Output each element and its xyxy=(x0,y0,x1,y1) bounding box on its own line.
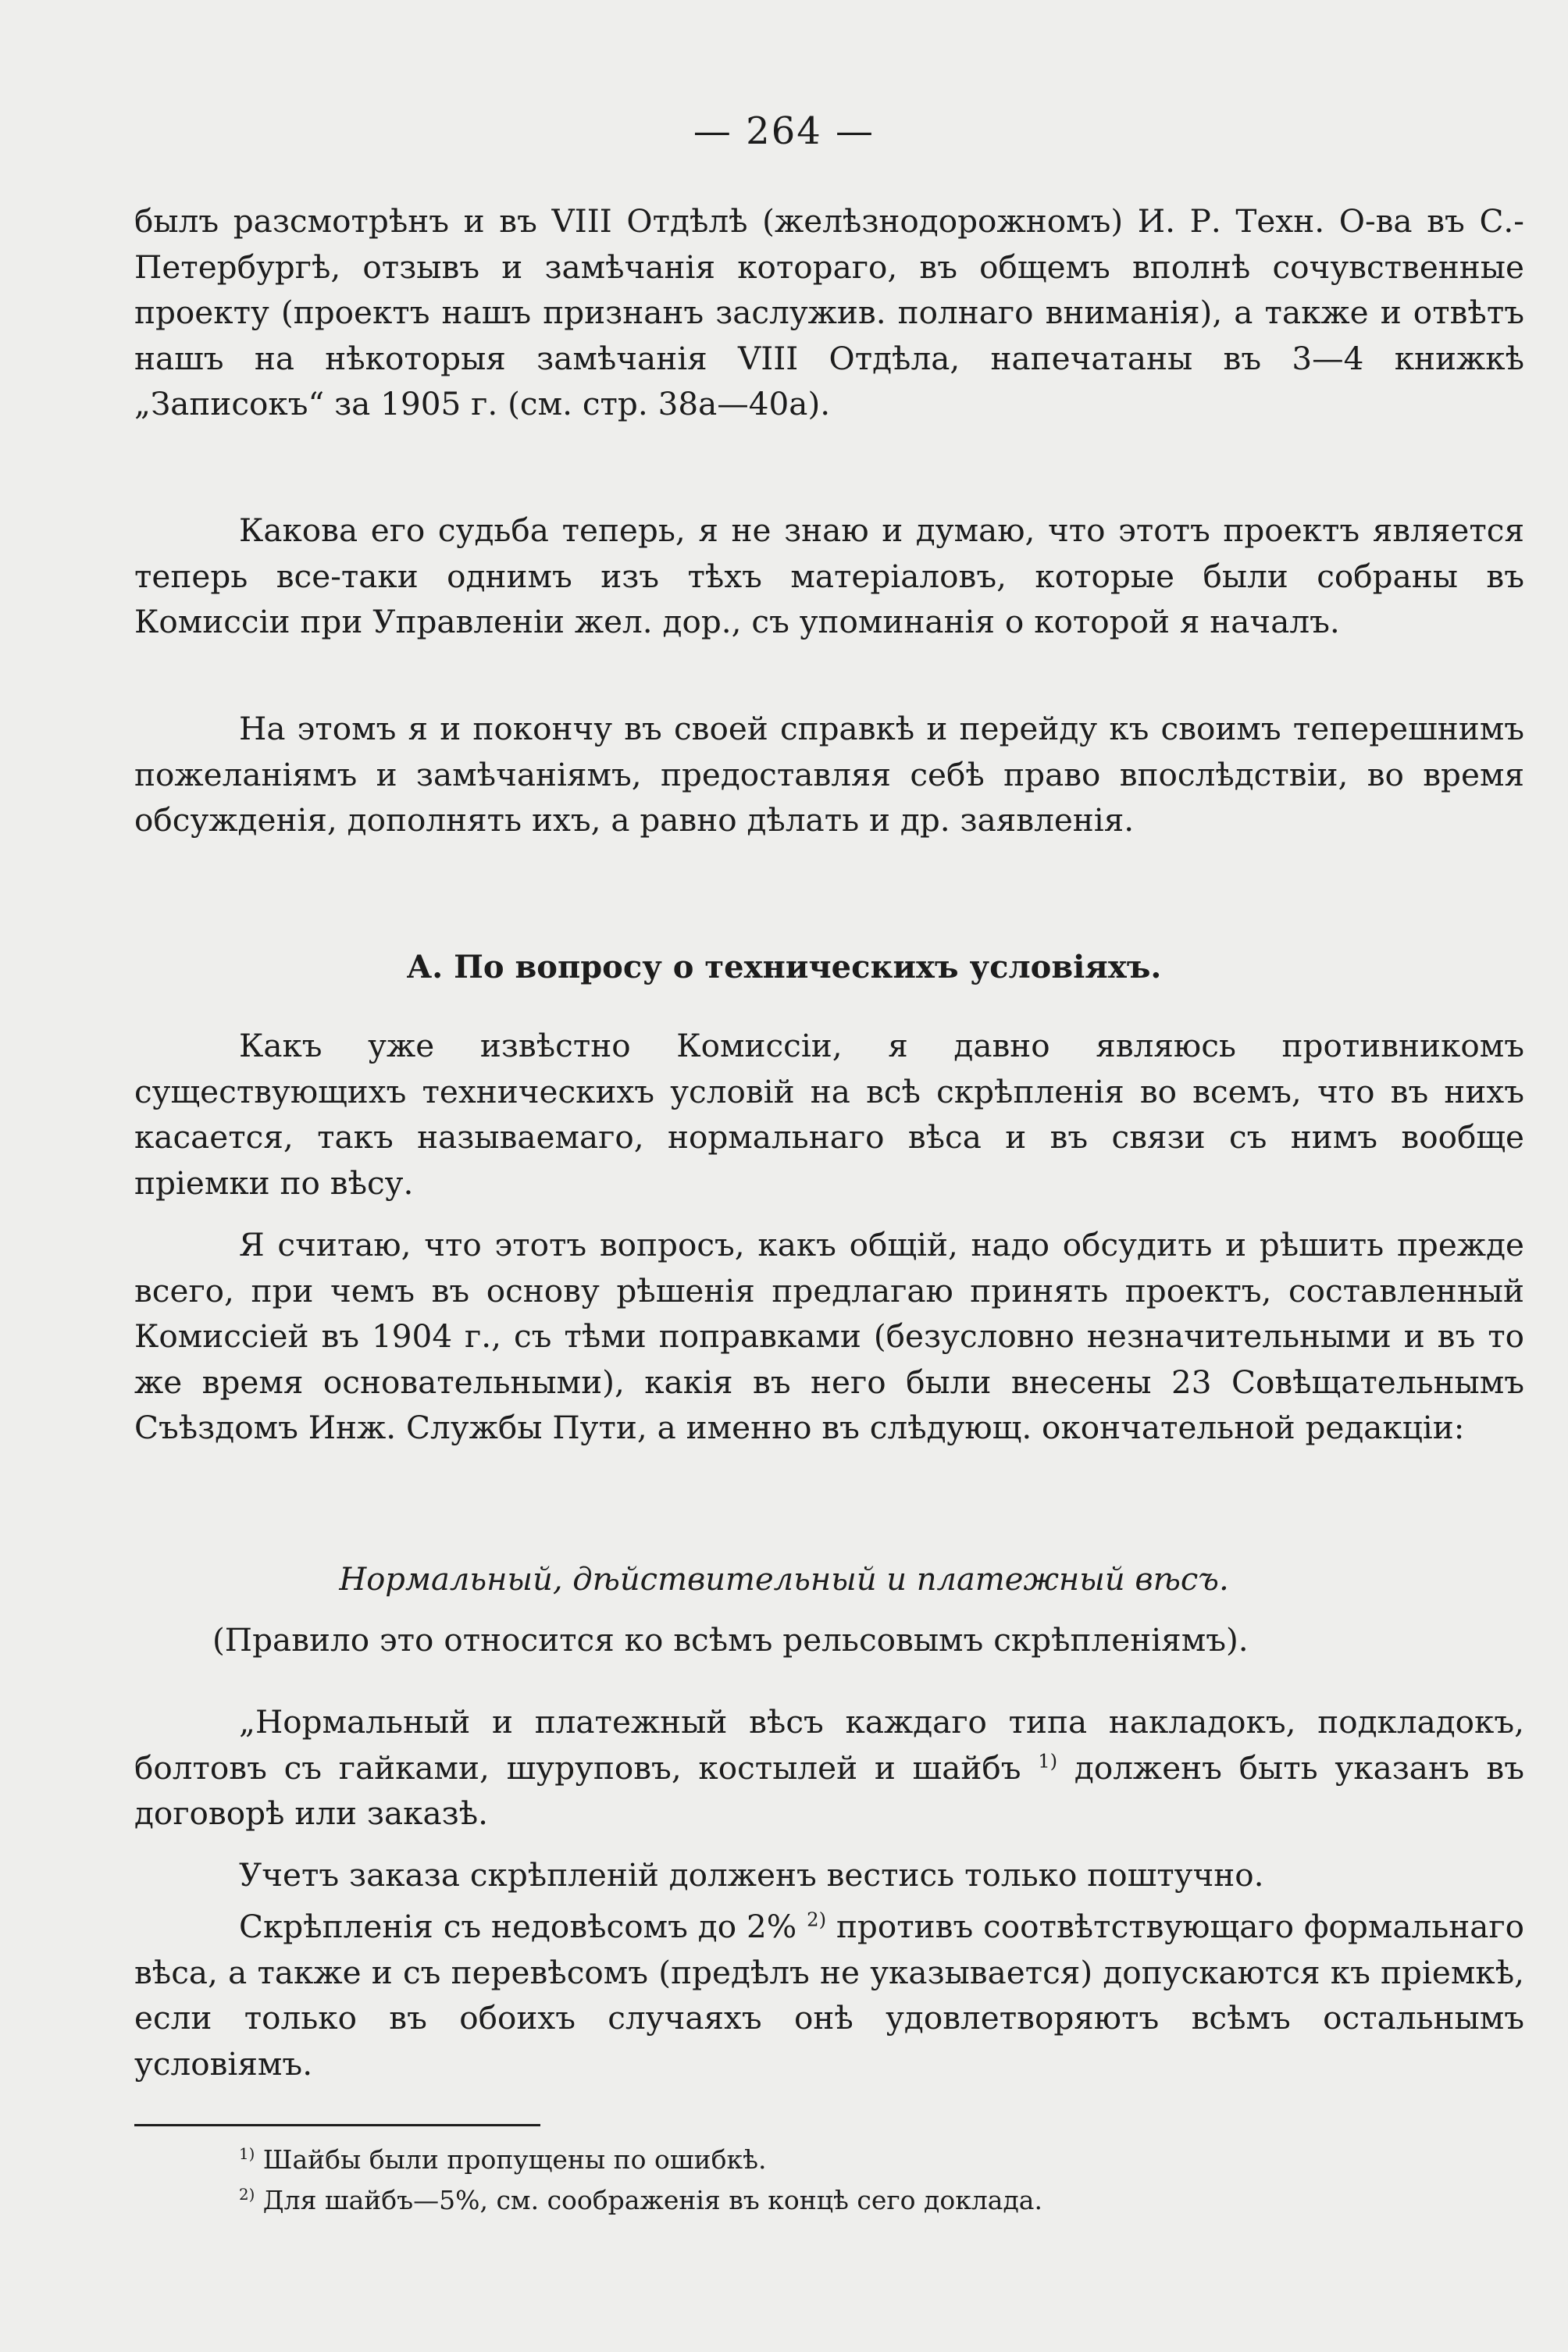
paragraph xyxy=(134,706,1524,843)
footnote-mark: 2) xyxy=(239,2186,255,2204)
paragraph-text-main: Скрѣпленія съ недовѣсомъ до 2% xyxy=(239,1908,797,1945)
paragraph-text-rest: противъ соотвѣтствующаго формальнаго вѣса, а также и съ перевѣсомъ (предѣлъ не указывается) допускаются къ пріемкѣ, если только въ обоихъ случаяхъ онѣ удовлетворяютъ всѣмъ остальнымъ условіямъ. xyxy=(134,1908,1525,2083)
footnote-text: Для шайбъ—5%, см. соображенія въ концѣ сего доклада. xyxy=(255,2185,1042,2215)
footnote-divider xyxy=(134,2124,540,2126)
footnote-text: Шайбы были пропущены по ошибкѣ. xyxy=(255,2144,767,2175)
footnote-1 xyxy=(239,2140,1042,2180)
footnote-ref: 2) xyxy=(807,1908,827,1931)
paragraph-text xyxy=(134,1699,1524,1837)
paragraph xyxy=(134,1023,1524,1206)
paragraph xyxy=(134,508,1524,645)
footnote-ref: 1) xyxy=(1038,1748,1058,1772)
paragraph-text: Какъ уже извѣстно Комиссіи, я давно являюсь противникомъ существующихъ техническихъ условій на всѣ скрѣпленія во всемъ, что въ нихъ касается, такъ называемаго, нормальнаго вѣса и въ связи съ нимъ вообще пріемки по вѣсу. xyxy=(134,1027,1524,1202)
footnote-mark: 1) xyxy=(239,2145,255,2164)
footnotes xyxy=(239,2140,1042,2221)
paragraph-text: Я считаю, что этотъ вопросъ, какъ общій, надо обсудить и рѣшить прежде всего, при чемъ въ основу рѣшенія предлагаю принять проектъ, составленный Комиссіей въ 1904 г., съ тѣми поправками (безусловно незначительными и въ то же время основательными), какія въ него были внесены 23 Совѣщательнымъ Съѣздомъ Инж. Службы Пути, а именно въ слѣдующ. окончательной редакціи: xyxy=(134,1226,1524,1446)
footnote-2 xyxy=(239,2180,1042,2221)
rule-note: (Правило это относится ко всѣмъ рельсовымъ скрѣпленіямъ). xyxy=(212,1621,1249,1659)
paragraph-text: Учетъ заказа скрѣпленій долженъ вестись только поштучно. xyxy=(239,1856,1264,1894)
section-heading: А. По вопросу о техническихъ условіяхъ. xyxy=(406,949,1162,985)
paragraph-text: былъ разсмотрѣнъ и въ VIII Отдѣлѣ (желѣзнодорожномъ) И. Р. Техн. О-ва въ С.-Петербургѣ, отзывъ и замѣчанія котораго, въ общемъ вполнѣ сочувственные проекту (проектъ нашъ признанъ заслужив. полнаго вниманія), а также и отвѣтъ нашъ на нѣкоторыя замѣчанія VIII Отдѣла, напечатаны въ 3—4 книжкѣ „Записокъ“ за 1905 г. (см. стр. 38а—40а). xyxy=(134,202,1524,422)
paragraph-text-main: „Нормальный и платежный вѣсъ каждаго типа накладокъ, подкладокъ, болтовъ съ гайками, шуруповъ, костылей и шайбъ xyxy=(134,1703,1524,1787)
paragraph xyxy=(134,1852,1524,1898)
paragraph-text-rest: долженъ быть указанъ въ договорѣ или заказѣ. xyxy=(134,1748,1524,1832)
italic-subheading: Нормальный, дѣйствительный и платежный вѣсъ. xyxy=(339,1562,1229,1598)
paragraph-text: Какова его судьба теперь, я не знаю и думаю, что этотъ проектъ является теперь все-таки однимъ изъ тѣхъ матеріаловъ, которые были собраны въ Комиссіи при Управленіи жел. дор., съ упоминанія о которой я началъ. xyxy=(134,511,1524,640)
paragraph xyxy=(134,198,1524,427)
paragraph xyxy=(134,1904,1524,2087)
paragraph-text: На этомъ я и покончу въ своей справкѣ и перейду къ своимъ теперешнимъ пожеланіямъ и замѣчаніямъ, предоставляя себѣ право впослѣдствіи, во время обсужденія, дополнять ихъ, а равно дѣлать и др. заявленія. xyxy=(134,710,1524,839)
page-number: — 264 — xyxy=(693,109,875,153)
paragraph xyxy=(134,1222,1524,1451)
paragraph xyxy=(134,1699,1524,1837)
paragraph-text xyxy=(134,1904,1524,2087)
